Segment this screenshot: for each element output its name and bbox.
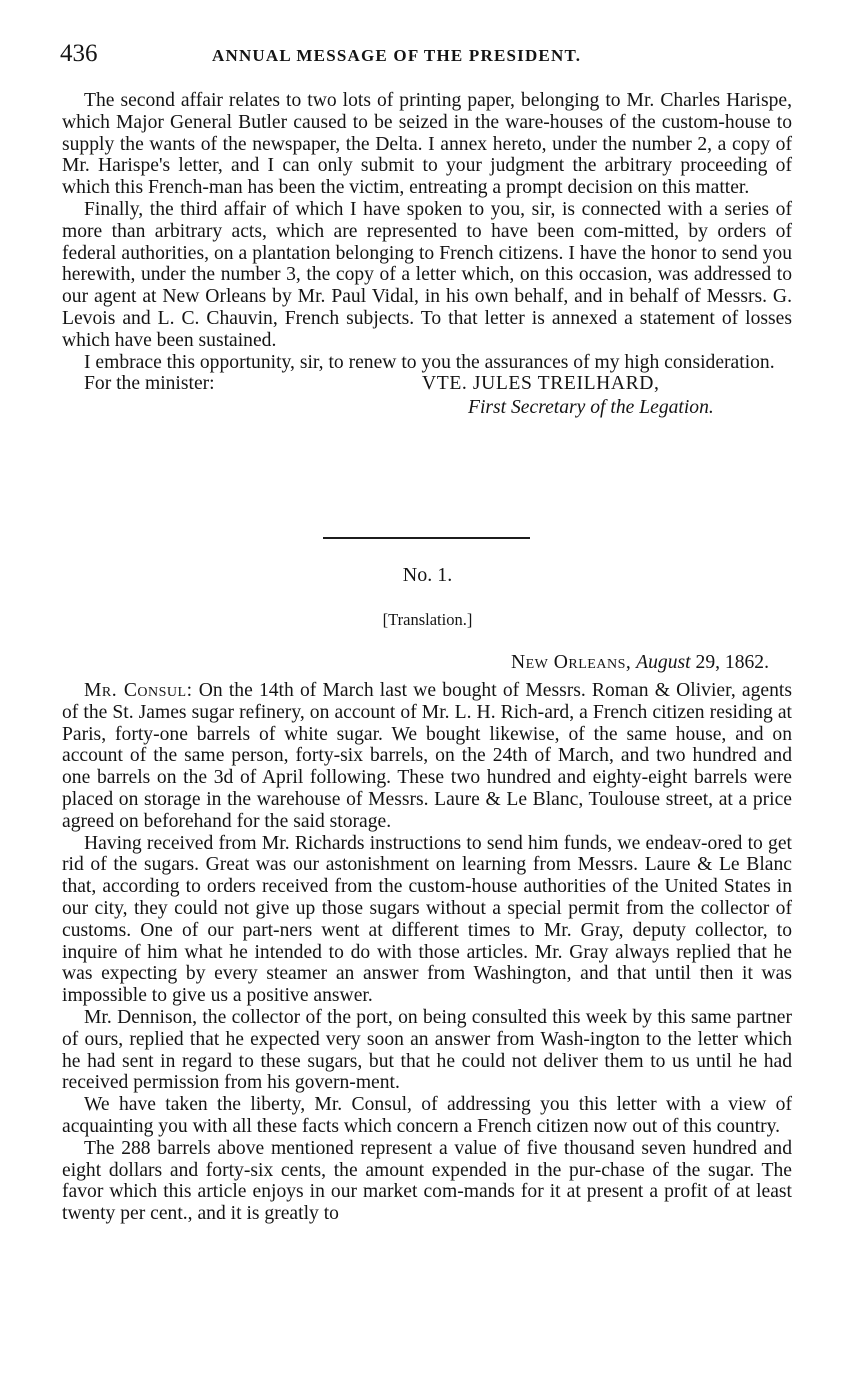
page-number: 436: [60, 40, 98, 67]
section-divider: [323, 537, 530, 539]
letter-paragraph: The second affair relates to two lots of printing paper, belonging to Mr. Charles Harispe, which Major General Butler caused to be seized in the ware-houses of the custom-house to supply the wants of the newspaper, the Delta. I annex hereto, under the number 2, a copy of Mr. Harispe's letter, and I can only submit to your judgment the arbitrary proceeding of which this French-man has been the victim, entreating a prompt decision on this matter.: [62, 90, 792, 199]
document-paragraph: Having received from Mr. Richards instructions to send him funds, we endeav-ored to get rid of the sugars. Great was our astonishment on learning from Messrs. Laure & Le Blanc that, according to orders received from the custom-house authorities of the United States in our city, they could not give up those sugars without a special permit from the collector of customs. One of our part-ners went at different times to Mr. Gray, deputy collector, to inquire of him what he intended to do with those articles. Mr. Gray always replied that he was expecting by every steamer an answer from Washington, and that until then it was impossible to give us a positive answer.: [62, 832, 792, 1007]
page-header: [60, 40, 795, 72]
dateline-month: August: [636, 652, 691, 673]
document-paragraph: We have taken the liberty, Mr. Consul, of addressing you this letter with a view of acquainting you with all these facts which concern a French citizen now out of this country.: [62, 1094, 792, 1137]
translation-note: [Translation.]: [382, 610, 473, 629]
signature-name: VTE. JULES TREILHARD,: [422, 373, 660, 394]
dateline-place: New Orleans,: [510, 652, 632, 673]
document-body: [62, 680, 792, 1225]
signature-title: First Secretary of the Legation.: [468, 397, 714, 418]
running-head: ANNUAL MESSAGE OF THE PRESIDENT.: [212, 46, 582, 65]
document-number: No. 1.: [402, 564, 453, 586]
dateline: [511, 652, 769, 674]
document-paragraph: [62, 680, 792, 833]
salutation: Mr. Consul:: [84, 680, 193, 701]
letter-paragraph: Finally, the third affair of which I have spoken to you, sir, is connected with a series of more than arbitrary acts, which are represented to have been com-mitted, by orders of federal authorities, on a plantation belonging to French citizens. I have the honor to send you herewith, under the number 3, the copy of a letter which, on this occasion, was addressed to our agent at New Orleans by Mr. Paul Vidal, in his own behalf, and in behalf of Messrs. G. Levois and L. C. Chauvin, French subjects. To that letter is annexed a statement of losses which have been sustained.: [62, 198, 792, 351]
dateline-rest: 29, 1862.: [695, 652, 769, 673]
signature-prefix: For the minister:: [84, 373, 215, 394]
document-paragraph-text: On the 14th of March last we bought of Messrs. Roman & Olivier, agents of the St. James sugar refinery, on account of Mr. L. H. Rich-ard, a French citizen residing at Paris, forty-one barrels of white sugar. We bought likewise, of the same house, and on account of the same person, forty-six barrels, on the 24th of March, and two hundred and one barrels on the 3d of April following. These two hundred and eighty-eight barrels were placed on storage in the warehouse of Messrs. Laure & Le Blanc, Toulouse street, at a price agreed on beforehand for the said storage.: [62, 680, 792, 832]
letter-body: [62, 90, 792, 373]
letter-paragraph: I embrace this opportunity, sir, to renew to you the assurances of my high consideration.: [84, 351, 775, 373]
document-paragraph: Mr. Dennison, the collector of the port, on being consulted this week by this same partner of ours, replied that he expected very soon an answer from Wash-ington to the letter which he had sent in regard to these sugars, but that he could not deliver them to us until he had received permission from his govern-ment.: [62, 1006, 792, 1094]
document-paragraph: The 288 barrels above mentioned represent a value of five thousand seven hundred and eight dollars and forty-six cents, the amount expended in the pur-chase of the sugar. The favor which this article enjoys in our market com-mands for it at present a profit of at least twenty per cent., and it is greatly to: [62, 1137, 792, 1225]
